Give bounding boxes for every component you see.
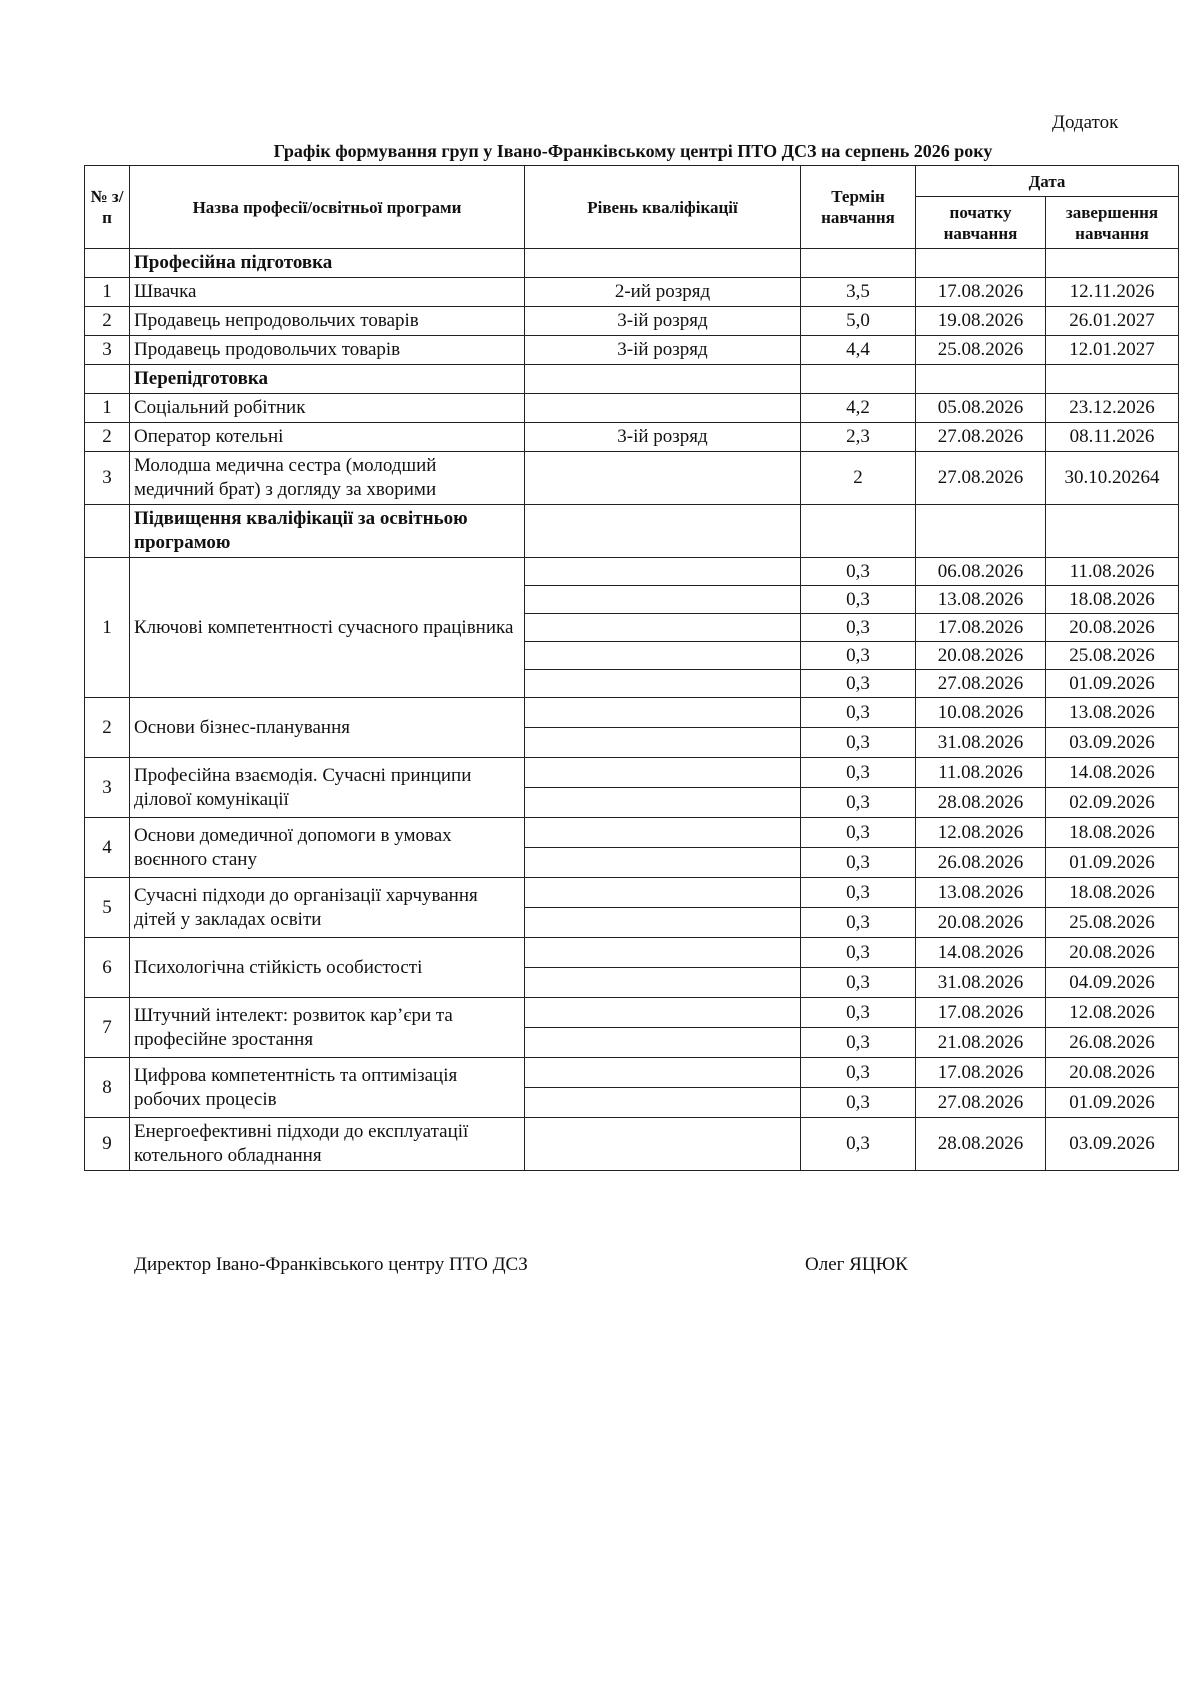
group-start-date: 10.08.2026 bbox=[916, 698, 1046, 728]
row-term: 3,5 bbox=[801, 278, 916, 307]
group-start-date: 12.08.2026 bbox=[916, 818, 1046, 848]
section-title: Професійна підготовка bbox=[130, 249, 525, 278]
header-end: завершення навчання bbox=[1046, 197, 1179, 249]
group-start-date: 28.08.2026 bbox=[916, 1118, 1046, 1171]
group-end-date: 20.08.2026 bbox=[1046, 938, 1179, 968]
section-empty-cell bbox=[801, 249, 916, 278]
row-end-date: 12.01.2027 bbox=[1046, 336, 1179, 365]
header-start: початку навчання bbox=[916, 197, 1046, 249]
schedule-table bbox=[84, 165, 1179, 1171]
row-end-date: 26.01.2027 bbox=[1046, 307, 1179, 336]
program-name: Цифрова компетентність та оптимізація робочих процесів bbox=[130, 1058, 525, 1118]
program-name: Ключові компетентності сучасного працівника bbox=[130, 558, 525, 698]
table-row bbox=[85, 998, 1179, 1028]
group-start-date: 28.08.2026 bbox=[916, 788, 1046, 818]
group-level-cell bbox=[525, 968, 801, 998]
row-start-date: 05.08.2026 bbox=[916, 394, 1046, 423]
group-level-cell bbox=[525, 1058, 801, 1088]
table-row bbox=[85, 336, 1179, 365]
group-term: 0,3 bbox=[801, 586, 916, 614]
program-name: Енергоефективні підходи до експлуатації котельного обладнання bbox=[130, 1118, 525, 1171]
row-term: 5,0 bbox=[801, 307, 916, 336]
section-num-cell bbox=[85, 505, 130, 558]
group-start-date: 26.08.2026 bbox=[916, 848, 1046, 878]
group-end-date: 11.08.2026 bbox=[1046, 558, 1179, 586]
program-name: Сучасні підходи до організації харчування дітей у закладах освіти bbox=[130, 878, 525, 938]
program-name: Основи бізнес-планування bbox=[130, 698, 525, 758]
group-level-cell bbox=[525, 698, 801, 728]
program-name: Професійна взаємодія. Сучасні принципи ділової комунікації bbox=[130, 758, 525, 818]
header-date: Дата bbox=[916, 166, 1179, 197]
row-name: Продавець непродовольчих товарів bbox=[130, 307, 525, 336]
section-empty-cell bbox=[1046, 249, 1179, 278]
group-start-date: 27.08.2026 bbox=[916, 670, 1046, 698]
table-row bbox=[85, 307, 1179, 336]
program-name: Штучний інтелект: розвиток кар’єри та професійне зростання bbox=[130, 998, 525, 1058]
table-row bbox=[85, 1058, 1179, 1088]
group-level-cell bbox=[525, 818, 801, 848]
row-end-date: 23.12.2026 bbox=[1046, 394, 1179, 423]
group-end-date: 14.08.2026 bbox=[1046, 758, 1179, 788]
row-level bbox=[525, 452, 801, 505]
group-level-cell bbox=[525, 878, 801, 908]
row-level bbox=[525, 394, 801, 423]
group-end-date: 18.08.2026 bbox=[1046, 818, 1179, 848]
row-end-date: 12.11.2026 bbox=[1046, 278, 1179, 307]
row-number: 1 bbox=[85, 394, 130, 423]
group-end-date: 04.09.2026 bbox=[1046, 968, 1179, 998]
row-end-date: 08.11.2026 bbox=[1046, 423, 1179, 452]
program-number: 6 bbox=[85, 938, 130, 998]
group-term: 0,3 bbox=[801, 878, 916, 908]
row-level: 3-ій розряд bbox=[525, 336, 801, 365]
section-empty-cell bbox=[916, 249, 1046, 278]
group-start-date: 31.08.2026 bbox=[916, 728, 1046, 758]
row-start-date: 27.08.2026 bbox=[916, 423, 1046, 452]
group-end-date: 25.08.2026 bbox=[1046, 642, 1179, 670]
section-empty-cell bbox=[916, 505, 1046, 558]
section-empty-cell bbox=[525, 365, 801, 394]
group-end-date: 18.08.2026 bbox=[1046, 878, 1179, 908]
group-level-cell bbox=[525, 586, 801, 614]
group-end-date: 26.08.2026 bbox=[1046, 1028, 1179, 1058]
row-term: 4,4 bbox=[801, 336, 916, 365]
group-level-cell bbox=[525, 908, 801, 938]
group-level-cell bbox=[525, 758, 801, 788]
row-end-date: 30.10.20264 bbox=[1046, 452, 1179, 505]
row-name: Швачка bbox=[130, 278, 525, 307]
program-number: 9 bbox=[85, 1118, 130, 1171]
group-end-date: 03.09.2026 bbox=[1046, 1118, 1179, 1171]
row-level: 2-ий розряд bbox=[525, 278, 801, 307]
row-level: 3-ій розряд bbox=[525, 423, 801, 452]
table-row bbox=[85, 394, 1179, 423]
group-end-date: 01.09.2026 bbox=[1046, 848, 1179, 878]
schedule-body bbox=[85, 249, 1179, 1171]
section-num-cell bbox=[85, 249, 130, 278]
program-number: 8 bbox=[85, 1058, 130, 1118]
row-name: Соціальний робітник bbox=[130, 394, 525, 423]
group-start-date: 11.08.2026 bbox=[916, 758, 1046, 788]
row-number: 2 bbox=[85, 423, 130, 452]
section-row bbox=[85, 505, 1179, 558]
table-row bbox=[85, 1118, 1179, 1171]
group-end-date: 02.09.2026 bbox=[1046, 788, 1179, 818]
group-start-date: 17.08.2026 bbox=[916, 1058, 1046, 1088]
section-row bbox=[85, 249, 1179, 278]
program-number: 7 bbox=[85, 998, 130, 1058]
row-name: Продавець продовольчих товарів bbox=[130, 336, 525, 365]
program-name: Психологічна стійкість особистості bbox=[130, 938, 525, 998]
group-level-cell bbox=[525, 1088, 801, 1118]
group-level-cell bbox=[525, 848, 801, 878]
group-term: 0,3 bbox=[801, 998, 916, 1028]
row-number: 1 bbox=[85, 278, 130, 307]
program-number: 5 bbox=[85, 878, 130, 938]
group-term: 0,3 bbox=[801, 1088, 916, 1118]
program-number: 3 bbox=[85, 758, 130, 818]
table-row bbox=[85, 278, 1179, 307]
group-term: 0,3 bbox=[801, 788, 916, 818]
group-level-cell bbox=[525, 998, 801, 1028]
group-start-date: 20.08.2026 bbox=[916, 642, 1046, 670]
group-start-date: 06.08.2026 bbox=[916, 558, 1046, 586]
group-start-date: 31.08.2026 bbox=[916, 968, 1046, 998]
group-term: 0,3 bbox=[801, 1058, 916, 1088]
section-empty-cell bbox=[1046, 365, 1179, 394]
row-level: 3-ій розряд bbox=[525, 307, 801, 336]
section-empty-cell bbox=[1046, 505, 1179, 558]
row-term: 4,2 bbox=[801, 394, 916, 423]
section-title: Перепідготовка bbox=[130, 365, 525, 394]
group-end-date: 20.08.2026 bbox=[1046, 614, 1179, 642]
director-position: Директор Івано-Франківського центру ПТО ДСЗ bbox=[134, 1254, 528, 1275]
row-term: 2 bbox=[801, 452, 916, 505]
group-end-date: 03.09.2026 bbox=[1046, 728, 1179, 758]
group-start-date: 13.08.2026 bbox=[916, 878, 1046, 908]
table-row bbox=[85, 698, 1179, 728]
group-level-cell bbox=[525, 1118, 801, 1171]
group-term: 0,3 bbox=[801, 848, 916, 878]
row-number: 3 bbox=[85, 452, 130, 505]
row-start-date: 25.08.2026 bbox=[916, 336, 1046, 365]
row-start-date: 27.08.2026 bbox=[916, 452, 1046, 505]
section-title: Підвищення кваліфікації за освітньою програмою bbox=[130, 505, 525, 558]
header-term: Термін навчання bbox=[801, 166, 916, 249]
header-num: № з/п bbox=[85, 166, 130, 249]
group-start-date: 14.08.2026 bbox=[916, 938, 1046, 968]
row-number: 3 bbox=[85, 336, 130, 365]
group-start-date: 21.08.2026 bbox=[916, 1028, 1046, 1058]
group-term: 0,3 bbox=[801, 698, 916, 728]
table-row bbox=[85, 423, 1179, 452]
group-term: 0,3 bbox=[801, 818, 916, 848]
group-end-date: 01.09.2026 bbox=[1046, 670, 1179, 698]
appendix-label: Додаток bbox=[1052, 112, 1119, 133]
program-name: Основи домедичної допомоги в умовах воєнного стану bbox=[130, 818, 525, 878]
section-empty-cell bbox=[525, 249, 801, 278]
section-num-cell bbox=[85, 365, 130, 394]
group-start-date: 13.08.2026 bbox=[916, 586, 1046, 614]
program-number: 4 bbox=[85, 818, 130, 878]
section-empty-cell bbox=[525, 505, 801, 558]
group-end-date: 01.09.2026 bbox=[1046, 1088, 1179, 1118]
group-term: 0,3 bbox=[801, 1118, 916, 1171]
group-end-date: 12.08.2026 bbox=[1046, 998, 1179, 1028]
row-name: Оператор котельні bbox=[130, 423, 525, 452]
table-row bbox=[85, 938, 1179, 968]
director-name: Олег ЯЦЮК bbox=[805, 1254, 908, 1275]
row-term: 2,3 bbox=[801, 423, 916, 452]
group-term: 0,3 bbox=[801, 558, 916, 586]
section-empty-cell bbox=[801, 505, 916, 558]
group-level-cell bbox=[525, 670, 801, 698]
table-row bbox=[85, 558, 1179, 586]
table-row bbox=[85, 818, 1179, 848]
group-start-date: 17.08.2026 bbox=[916, 998, 1046, 1028]
table-row bbox=[85, 878, 1179, 908]
program-number: 2 bbox=[85, 698, 130, 758]
group-term: 0,3 bbox=[801, 968, 916, 998]
group-start-date: 20.08.2026 bbox=[916, 908, 1046, 938]
group-level-cell bbox=[525, 938, 801, 968]
group-start-date: 17.08.2026 bbox=[916, 614, 1046, 642]
group-end-date: 13.08.2026 bbox=[1046, 698, 1179, 728]
group-term: 0,3 bbox=[801, 1028, 916, 1058]
group-level-cell bbox=[525, 728, 801, 758]
group-end-date: 25.08.2026 bbox=[1046, 908, 1179, 938]
document-title: Графік формування груп у Івано-Франківському центрі ПТО ДСЗ на серпень 2026 року bbox=[273, 141, 993, 161]
group-term: 0,3 bbox=[801, 908, 916, 938]
section-empty-cell bbox=[801, 365, 916, 394]
group-level-cell bbox=[525, 1028, 801, 1058]
group-level-cell bbox=[525, 558, 801, 586]
group-term: 0,3 bbox=[801, 938, 916, 968]
row-start-date: 19.08.2026 bbox=[916, 307, 1046, 336]
header-level: Рівень кваліфікації bbox=[525, 166, 801, 249]
group-end-date: 20.08.2026 bbox=[1046, 1058, 1179, 1088]
group-level-cell bbox=[525, 642, 801, 670]
program-number: 1 bbox=[85, 558, 130, 698]
section-row bbox=[85, 365, 1179, 394]
group-term: 0,3 bbox=[801, 728, 916, 758]
section-empty-cell bbox=[916, 365, 1046, 394]
row-number: 2 bbox=[85, 307, 130, 336]
table-row bbox=[85, 452, 1179, 505]
header-name: Назва професії/освітньої програми bbox=[130, 166, 525, 249]
row-name: Молодша медична сестра (молодший медичний брат) з догляду за хворими bbox=[130, 452, 525, 505]
group-level-cell bbox=[525, 614, 801, 642]
group-term: 0,3 bbox=[801, 670, 916, 698]
table-row bbox=[85, 758, 1179, 788]
group-term: 0,3 bbox=[801, 758, 916, 788]
group-level-cell bbox=[525, 788, 801, 818]
group-start-date: 27.08.2026 bbox=[916, 1088, 1046, 1118]
group-term: 0,3 bbox=[801, 642, 916, 670]
row-start-date: 17.08.2026 bbox=[916, 278, 1046, 307]
group-term: 0,3 bbox=[801, 614, 916, 642]
group-end-date: 18.08.2026 bbox=[1046, 586, 1179, 614]
